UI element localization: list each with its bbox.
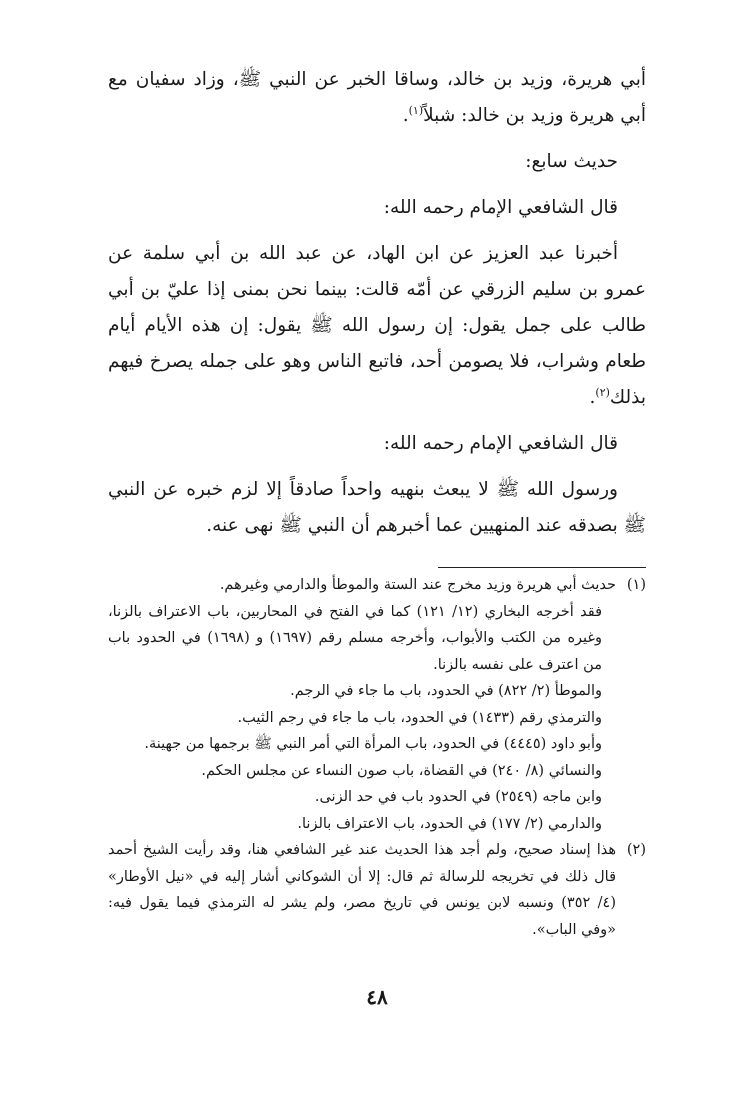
footnote-lines [108,837,616,943]
footnote-line: وأبو داود (٤٤٤٥) في الحدود، باب المرأة التي أمر النبي ﷺ برجمها من جهينة. [144,736,602,752]
footnote-line: حديث أبي هريرة وزيد مخرج عند الستة والموطأ والدارمي وغيرهم. [219,577,616,593]
footnote-2 [108,837,646,943]
footnote-line: والدارمي (٢/ ١٧٧) في الحدود، باب الاعتراف بالزنا. [297,815,602,832]
paragraph-tail: . [589,387,596,408]
footnote-separator [438,567,646,568]
body-text [108,62,646,544]
paragraph-1 [108,62,646,134]
footnote-ref-1: (١) [408,103,424,117]
heading-shafii-says-2: قال الشافعي الإمام رحمه الله: [383,433,618,454]
main-text-column [108,62,646,544]
page-number: ٤٨ [366,985,388,1009]
footnote-number: (٢) [626,842,646,858]
heading-shafii-says-1: قال الشافعي الإمام رحمه الله: [383,197,618,218]
footnote-line: هذا إسناد صحيح، ولم أجد هذا الحديث عند غير الشافعي هنا، وقد رأيت الشيخ أحمد قال ذلك في تخريجه للرسالة ثم قال: إلا أن الشوكاني أشار إليه في «نيل الأوطار» (٤/ ٣٥٢) ونسبه لابن يونس في تاريخ مصر، ولم يشر له الترمذي فيما يقول فيه: «وفي الباب». [108,842,617,938]
footnote-line: والموطأ (٢/ ٨٢٢) في الحدود، باب ما جاء في الرجم. [290,683,602,699]
footnote-ref-2: (٢) [595,385,610,399]
footnote-lines [108,572,616,837]
heading-hadith-seventh: حديث سابع: [525,151,618,172]
paragraph-text: أبي هريرة، وزيد بن خالد، وساقا الخبر عن النبي ﷺ، وزاد سفيان مع أبي هريرة وزيد بن خالد: شبلاً [108,69,646,126]
footnote-line: فقد أخرجه البخاري (١٢/ ١٢١) كما في الفتح في المحاربين، باب الاعتراف بالزنا، وغيره من الكتب والأبواب، وأخرجه مسلم رقم (١٦٩٧) و (١٦٩٨) في الحدود باب من اعترف على نفسه بالزنا. [108,603,603,673]
footnotes [108,572,646,943]
footnote-line: وابن ماجه (٢٥٤٩) في الحدود باب في حد الزنى. [314,789,602,805]
paragraph-hadith-text [108,236,646,416]
footnote-1 [108,572,646,837]
paragraph-text: أخبرنا عبد العزيز عن ابن الهاد، عن عبد الله بن أبي سلمة عن عمرو بن سليم الزرقي عن أمّه قالت: بينما نحن بمنى إذا عليّ بن أبي طالب على جمل يقول: إن رسول الله ﷺ يقول: إن هذه الأيام أيام طعام وشراب، فلا يصومن أحد، فاتبع الناس وهو على جمله يصرخ فيهم بذلك [108,243,646,408]
paragraph-conclusion: ورسول الله ﷺ لا يبعث بنهيه واحداً صادقاً إلا لزم خبره عن النبي ﷺ بصدقه عند المنهيين عما أخبرهم أن النبي ﷺ نهى عنه. [108,479,646,536]
footnote-line: والترمذي رقم (١٤٣٣) في الحدود، باب ما جاء في رجم الثيب. [237,709,602,726]
footnote-line: والنسائي (٨/ ٢٤٠) في القضاة، باب صون النساء عن مجلس الحكم. [201,762,602,779]
paragraph-tail: . [402,105,409,126]
footnote-number: (١) [626,577,646,593]
